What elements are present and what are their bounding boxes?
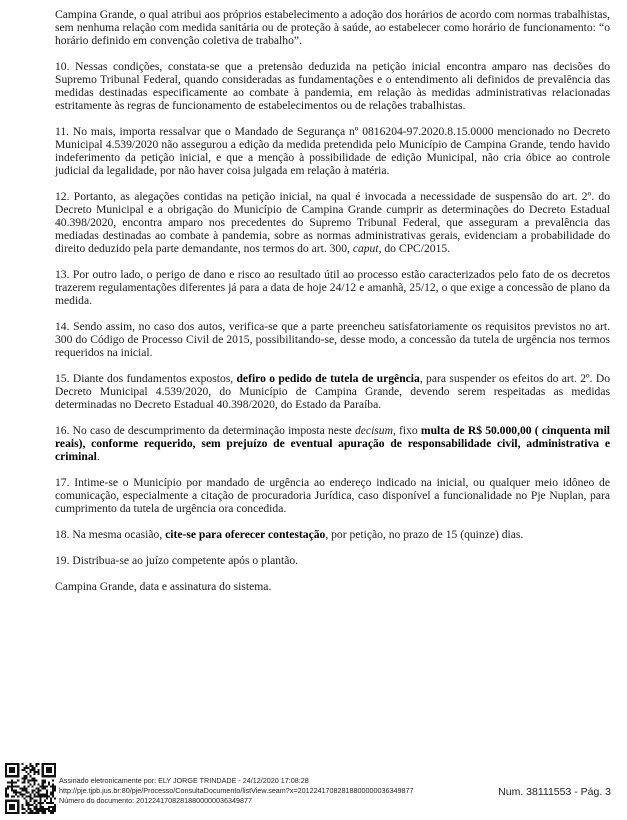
paragraph-p-intro bbox=[55, 8, 610, 47]
text-run: . bbox=[96, 450, 100, 463]
text-run: 13. Por outro lado, o perigo de dano e risco ao resultado útil ao processo estão caracterizados pelo fato de os decretos trazerem regulamentações diferentes já para a data de hoje 24/12 e amanhã, 25/12, o que exige a concessão de plano da medida. bbox=[55, 268, 610, 307]
qr-code-icon bbox=[5, 763, 56, 814]
paragraph-p16 bbox=[55, 424, 610, 463]
document-url-link[interactable]: http://pje.tjpb.jus.br:80/pje/Processo/ConsultaDocumento/listView.seam?x=20122417082818800000036349877 bbox=[59, 786, 414, 795]
text-run: 14. Sendo assim, no caso dos autos, verifica-se que a parte preencheu satisfatoriamente os requisitos previstos no art. 300 do Código de Processo Civil de 2015, possibilitando-se, desse modo, a concessão da tutela de urgência nos termos requeridos na inicial. bbox=[55, 320, 610, 359]
text-run: 16. No caso de descumprimento da determinação imposta neste bbox=[55, 424, 355, 437]
italic-text: caput bbox=[352, 242, 379, 255]
paragraph-p10 bbox=[55, 60, 610, 112]
text-run: , do CPC/2015. bbox=[378, 242, 451, 255]
paragraph-p19 bbox=[55, 554, 610, 567]
signature-block bbox=[59, 776, 414, 806]
paragraph-p17 bbox=[55, 476, 610, 515]
paragraph-p18 bbox=[55, 528, 610, 541]
bold-text: cite-se para oferecer contestação bbox=[165, 528, 326, 541]
bold-text: defiro o pedido de tutela de urgência bbox=[236, 372, 420, 385]
paragraph-p11 bbox=[55, 125, 610, 177]
text-run: Campina Grande, o qual atribui aos próprios estabelecimento a adoção dos horários de acordo com normas trabalhistas, sem nenhuma relação com medida sanitária ou de proteção à saúde, ao estabelecer como horário de funcionamento: “o horário definido em convenção coletiva de trabalho”. bbox=[55, 8, 610, 47]
paragraph-p12 bbox=[55, 190, 610, 255]
paragraph-p15 bbox=[55, 372, 610, 411]
text-run: Campina Grande, data e assinatura do sistema. bbox=[55, 580, 272, 593]
signed-by-text: Assinado eletronicamente por: ELY JORGE TRINDADE - 24/12/2020 17:08:28 bbox=[59, 776, 309, 785]
text-run: , fixo bbox=[392, 424, 421, 437]
text-run: 11. No mais, importa ressalvar que o Mandado de Segurança nº 0816204-97.2020.8.15.0000 mencionado no Decreto Municipal 4.539/2020 não assegurou a edição da medida pretendida pelo Município de Campina Grande, tendo havido indeferimento da petição inicial, e que a menção à possibilidade de edição Municipal, não cria óbice ao controle judicial da legalidade, por não haver coisa julgada em relação à matéria. bbox=[55, 125, 610, 177]
signature-footer bbox=[0, 758, 627, 820]
document-body bbox=[55, 8, 610, 606]
text-run: 18. Na mesma ocasião, bbox=[55, 528, 166, 541]
bold-text: multa de R$ 50.000,00 ( cinquenta mil reais), conforme requerido, sem prejuízo de eventual apuração de responsabilidade civil, administrativa e criminal bbox=[55, 424, 611, 463]
paragraph-p-closing bbox=[55, 580, 610, 593]
text-run: 19. Distribua-se ao juízo competente após o plantão. bbox=[55, 554, 299, 567]
text-run: 17. Intime-se o Município por mandado de urgência ao endereço indicado na inicial, ou qualquer meio idôneo de comunicação, especialmente a citação de procuradoria Jurídica, caso disponível a funcionalidade no Pje Nuplan, para cumprimento da tutela de urgência ora concedida. bbox=[55, 476, 610, 515]
text-run: 15. Diante dos fundamentos expostos, bbox=[55, 372, 237, 385]
text-run: , para suspender os efeitos do art. 2º. Do Decreto Municipal 4.539/2020, do Município de Campina Grande, devendo serem respeitadas as medidas determinadas no Decreto Estadual 40.398/2020, do Estado da Paraíba. bbox=[55, 372, 610, 411]
text-run: 10. Nessas condições, constata-se que a pretensão deduzida na petição inicial encontra amparo nas decisões do Supremo Tribunal Federal, quando consideradas as fundamentações e o entendimento ali definidos de prevalência das medidas destinadas especificamente ao combate à pandemia, em relação às medidas administrativas relacionadas estritamente às regras de funcionamento de estabelecimentos ou de relações trabalhistas. bbox=[55, 60, 610, 112]
text-run: 12. Portanto, as alegações contidas na petição inicial, na qual é invocada a necessidade de suspensão do art. 2º. do Decreto Municipal e a obrigação do Município de Campina Grande cumprir as determinações do Decreto Estadual 40.398/2020, encontra amparo nos precedentes do Supremo Tribunal Federal, que asseguram a prevalência das mediadas destinadas ao combate à pandemia, sobre as normas administrativas gerais, evidenciam a probabilidade do direito deduzido pela parte demandante, nos termos do art. 300, bbox=[55, 190, 610, 255]
paragraph-p14 bbox=[55, 320, 610, 359]
text-run: , por petição, no prazo de 15 (quinze) dias. bbox=[325, 528, 524, 541]
paragraph-p13 bbox=[55, 268, 610, 307]
page-number: Num. 38111553 - Pág. 3 bbox=[498, 786, 611, 798]
document-number-text: Número do documento: 20122417082818800000036349877 bbox=[59, 796, 253, 805]
italic-text: decisum bbox=[354, 424, 393, 437]
